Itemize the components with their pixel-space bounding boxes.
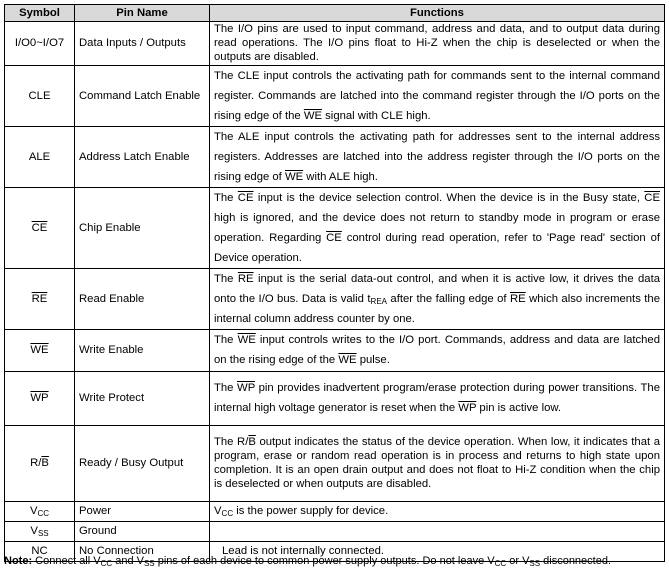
header-pin-name: Pin Name bbox=[75, 5, 210, 22]
overbar-signal: $\overline{RE}$ bbox=[237, 272, 254, 285]
note-text: disconnected. bbox=[540, 555, 612, 567]
pin-name-cell: Data Inputs / Outputs bbox=[75, 22, 210, 66]
function-text: is the power supply for device. bbox=[233, 505, 389, 517]
header-functions: Functions bbox=[210, 5, 665, 22]
function-text: The bbox=[214, 382, 238, 395]
symbol-cell: CLE bbox=[5, 65, 75, 126]
function-text: input controls writes to the I/O port. Commands, address and data are latched on the rising edge of the bbox=[214, 334, 660, 367]
overbar-symbol: $\overline{WP}$ bbox=[30, 392, 49, 404]
symbol-cell bbox=[5, 329, 75, 371]
function-text: pin is active low. bbox=[476, 402, 562, 415]
table-row bbox=[5, 268, 665, 329]
overbar-signal: $\overline{WE}$ bbox=[338, 354, 357, 367]
subscript: CC bbox=[37, 509, 50, 518]
table-row bbox=[5, 22, 665, 66]
overbar-symbol: $\overline{B}$ bbox=[41, 457, 49, 469]
function-cell bbox=[210, 268, 665, 329]
function-cell bbox=[210, 425, 665, 501]
pin-name-cell: Write Enable bbox=[75, 329, 210, 371]
symbol-text: R/ bbox=[30, 457, 42, 469]
function-cell: The I/O pins are used to input command, address and data, and to output data during read operations. The I/O pins float to Hi-Z when the chip is deselected or when the outputs are disabled. bbox=[210, 22, 665, 66]
table-row bbox=[5, 187, 665, 268]
overbar-signal: $\overline{WP}$ bbox=[237, 382, 256, 395]
pin-name-cell: Chip Enable bbox=[75, 187, 210, 268]
pin-name-cell: Ready / Busy Output bbox=[75, 425, 210, 501]
overbar-signal: $\overline{CE}$ bbox=[237, 191, 254, 204]
function-text: pin provides inadvertent program/erase protection during power transitions. The internal high voltage generator is reset when the bbox=[214, 382, 660, 415]
function-text: output indicates the status of the device operation. When low, it indicates that a program, erase or random read operation is in process and returns to high state upon completion. It is an open drain output and does not float to Hi-Z condition when the chip is deselected or when outputs are disabled. bbox=[214, 435, 660, 491]
table-row bbox=[5, 65, 665, 126]
overbar-signal: $\overline{B}$ bbox=[248, 435, 256, 448]
function-cell bbox=[210, 371, 665, 425]
function-cell bbox=[210, 329, 665, 371]
symbol-cell: ALE bbox=[5, 126, 75, 187]
function-text: The R/ bbox=[214, 435, 249, 448]
symbol-cell: I/O0~I/O7 bbox=[5, 22, 75, 66]
overbar-signal: $\overline{WP}$ bbox=[458, 402, 477, 415]
table-row bbox=[5, 126, 665, 187]
overbar-signal: $\overline{WE}$ bbox=[284, 170, 304, 183]
pin-name-cell: No Connection bbox=[75, 541, 210, 561]
overbar-signal: $\overline{RE}$ bbox=[509, 292, 526, 305]
function-cell: Lead is not internally connected. bbox=[210, 541, 665, 561]
subscript: CC bbox=[100, 559, 113, 568]
subscript: SS bbox=[529, 559, 541, 568]
function-text: signal with CLE high. bbox=[322, 109, 431, 122]
overbar-symbol: $\overline{WE}$ bbox=[30, 344, 49, 356]
table-row bbox=[5, 501, 665, 521]
note-text: and V bbox=[112, 555, 144, 567]
overbar-signal: $\overline{WE}$ bbox=[237, 334, 256, 347]
function-cell bbox=[210, 521, 665, 541]
symbol-cell bbox=[5, 187, 75, 268]
function-text: which also increments the internal column address counter by one. bbox=[214, 292, 660, 325]
pin-name-cell: Command Latch Enable bbox=[75, 65, 210, 126]
note-text: or V bbox=[506, 555, 530, 567]
table-header-row bbox=[5, 5, 665, 22]
symbol-cell bbox=[5, 371, 75, 425]
function-text: input is the serial data-out control, and when it is active low, it drives the data onto the I/O bus. Data is valid t bbox=[214, 272, 660, 305]
table-row bbox=[5, 425, 665, 501]
function-text: The bbox=[214, 334, 238, 347]
pin-name-cell: Address Latch Enable bbox=[75, 126, 210, 187]
function-text: with ALE high. bbox=[303, 170, 378, 183]
symbol-cell bbox=[5, 425, 75, 501]
note-label: Note: bbox=[4, 555, 33, 567]
subscript: SS bbox=[143, 559, 155, 568]
overbar-signal: $\overline{CE}$ bbox=[326, 231, 342, 244]
function-text: input is the device selection control. When the device is in the Busy state, bbox=[253, 191, 645, 204]
function-cell bbox=[210, 65, 665, 126]
function-text: The bbox=[214, 191, 238, 204]
function-cell bbox=[210, 501, 665, 521]
note-text: Connect all V bbox=[32, 555, 101, 567]
function-text: The CLE input controls the activating path for commands sent to the internal command register. Commands are latched into the command register through the I/O ports on the rising edge of the bbox=[214, 69, 660, 122]
table-footnote bbox=[4, 555, 611, 567]
table-row bbox=[5, 521, 665, 541]
symbol-cell bbox=[5, 521, 75, 541]
subscript: SS bbox=[37, 529, 49, 538]
overbar-symbol: $\overline{CE}$ bbox=[31, 221, 48, 234]
function-text: The ALE input controls the activating path for addresses sent to the internal address registers. Addresses are latched into the address register through the I/O ports on the rising edge of bbox=[214, 130, 660, 183]
function-text: V bbox=[214, 505, 222, 517]
pin-description-table bbox=[4, 4, 665, 562]
pin-name-cell: Write Protect bbox=[75, 371, 210, 425]
subscript: CC bbox=[221, 509, 234, 518]
function-cell bbox=[210, 126, 665, 187]
symbol-cell bbox=[5, 501, 75, 521]
function-text: after the falling edge of bbox=[387, 292, 510, 305]
pin-name-cell: Power bbox=[75, 501, 210, 521]
symbol-text: V bbox=[29, 505, 38, 517]
function-text: control during read operation, refer to 'Page read' section of Device operation. bbox=[214, 231, 660, 264]
symbol-cell: NC bbox=[5, 541, 75, 561]
overbar-symbol: $\overline{RE}$ bbox=[31, 292, 48, 305]
function-cell bbox=[210, 187, 665, 268]
pin-name-cell: Read Enable bbox=[75, 268, 210, 329]
note-text: pins of each device to common power supply outputs. Do not leave V bbox=[154, 555, 495, 567]
subscript: REA bbox=[370, 296, 387, 306]
symbol-text: V bbox=[30, 525, 38, 537]
subscript: CC bbox=[494, 559, 507, 568]
function-text: high is ignored, and the device does not return to standby mode in program or erase operation. Regarding bbox=[214, 211, 660, 244]
overbar-signal: $\overline{CE}$ bbox=[644, 191, 660, 204]
table-row bbox=[5, 371, 665, 425]
symbol-cell bbox=[5, 268, 75, 329]
function-text: pulse. bbox=[356, 354, 390, 367]
function-text: The bbox=[214, 272, 238, 285]
header-symbol: Symbol bbox=[5, 5, 75, 22]
pin-name-cell: Ground bbox=[75, 521, 210, 541]
table-row bbox=[5, 329, 665, 371]
overbar-signal: $\overline{WE}$ bbox=[303, 109, 323, 122]
